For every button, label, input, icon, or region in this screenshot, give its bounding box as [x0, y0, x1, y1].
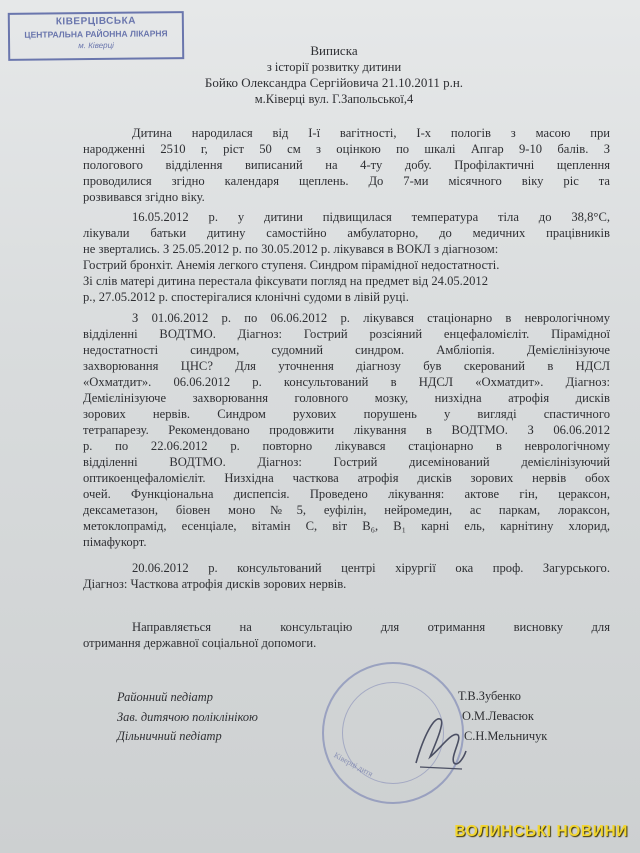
body-line: р. по 22.06.2012 р. повторно лікувався стаціонарно в неврологічному	[83, 439, 610, 453]
body-line: не звертались. З 25.05.2012 р. по 30.05.2012 р. лікувався в ВОКЛ з діагнозом:	[83, 242, 499, 256]
signature-role-2: Зав. дитячою поліклінікою	[117, 710, 258, 724]
patient-address: м.Ківерці вул. Г.Запольської,4	[254, 92, 414, 106]
body-line: очей. Функціональна диспепсія. Проведено лікування: актове гін, цераксон,	[83, 487, 610, 501]
handwritten-signature	[410, 705, 470, 775]
signature-name-3: С.Н.Мельничук	[464, 729, 548, 743]
signature-name-2: О.М.Левасюк	[462, 709, 534, 723]
body-line: Зі слів матері дитина перестала фіксувати погляд на предмет від 24.05.2012	[83, 274, 489, 288]
body-line: зорових нервів. Синдром рухових порушень у вигляді спастичного	[83, 407, 610, 421]
body-line: р., 27.05.2012 р. спостерігалися клонічні судоми в лівій руці.	[83, 290, 409, 304]
stamp-line-3: м. Ківерці	[78, 40, 114, 51]
body-line: Гострий бронхіт. Анемія легкого ступеня. Синдром пірамідної недостатності.	[83, 258, 500, 272]
body-line: отримання державної соціальної допомоги.	[83, 636, 317, 650]
body-line: проводилися згідно календаря щеплень. До 7-ми місячного віку ріс та	[83, 174, 610, 188]
document-title: Виписка	[310, 43, 358, 58]
body-line: 20.06.2012 р. консультований центрі хірургії ока проф. Загурського.	[132, 561, 610, 575]
signature-name-1: Т.В.Зубенко	[458, 689, 521, 703]
body-line: метоклопрамід, есенціале, вітамін С, віт В₆, В₁ карні ель, карнітину хлорид,	[83, 519, 610, 533]
body-line: тетрапарезу. Рекомендовано продовжити лікування в ВОДТМО. З 06.06.2012	[83, 423, 610, 437]
body-line: недостатності синдром, судомний синдром. Амбліопія. Демієлінізуюче	[83, 343, 610, 357]
body-line: народженні 2510 г, ріст 50 см з оцінкою по шкалі Апгар 9-10 балів. З	[83, 142, 610, 156]
body-line: дексаметазон, біовен моно№5, еуфілін, нейромедин, ас паркам, лораксон,	[83, 503, 610, 517]
body-line: Демієлінізуюче захворювання головного мозку, низхідна атрофія дисків	[83, 391, 610, 405]
body-line: відділенні ВОДТМО. Діагноз: Гострий розсіяний енцефаломієліт. Пірамідної	[83, 327, 610, 341]
body-line: З 01.06.2012 р. по 06.06.2012 р. лікувався стаціонарно в неврологічному	[132, 311, 610, 325]
body-line: «Охматдит». 06.06.2012 р. консультований в НДСЛ «Охматдит». Діагноз:	[83, 375, 610, 389]
body-line: Дитина народилася від І-ї вагітності, І-х пологів з масою при	[132, 126, 610, 140]
signature-role-1: Районний педіатр	[117, 690, 213, 704]
body-line: захворювання ЦНС? Для уточнення діагнозу був скерований в НДСЛ	[83, 359, 610, 373]
body-line: пологового відділення виписаний на 4-ту добу. Профілактичні щеплення	[83, 158, 610, 172]
body-line: пімафукорт.	[83, 535, 147, 549]
signature-role-3: Дільничний педіатр	[117, 729, 222, 743]
body-line: 16.05.2012 р. у дитини підвищилася температура тіла до 38,8°С,	[132, 210, 610, 224]
body-line: відділенні ВОДТМО. Діагноз: Гострий дисемінований демієлінізуючий	[83, 455, 610, 469]
body-line: оптикоенцефаломієліт. Низхідна часткова атрофія дисків зорових нервів обох	[83, 471, 610, 485]
watermark: ВОЛИНСЬКІ НОВИНИ	[454, 823, 628, 840]
stamp-line-1: КІВЕРЦІВСЬКА	[55, 15, 136, 28]
body-line: лікували батьки дитину самостійно амбулаторно, до медичних працівників	[83, 226, 610, 240]
body-line: Діагноз: Часткова атрофія дисків зорових нервів.	[83, 577, 347, 591]
document-subtitle: з історії розвитку дитини	[266, 60, 402, 74]
body-line: Направляється на консультацію для отримання висновку для	[132, 620, 610, 634]
round-seal-text: Ківерці дитя	[332, 750, 375, 779]
patient-name: Бойко Олександра Сергійовича 21.10.2011 р.н.	[204, 75, 464, 90]
body-line: розвивався згідно віку.	[83, 190, 205, 204]
stamp-line-2: ЦЕНТРАЛЬНА РАЙОННА ЛІКАРНЯ	[24, 28, 168, 40]
